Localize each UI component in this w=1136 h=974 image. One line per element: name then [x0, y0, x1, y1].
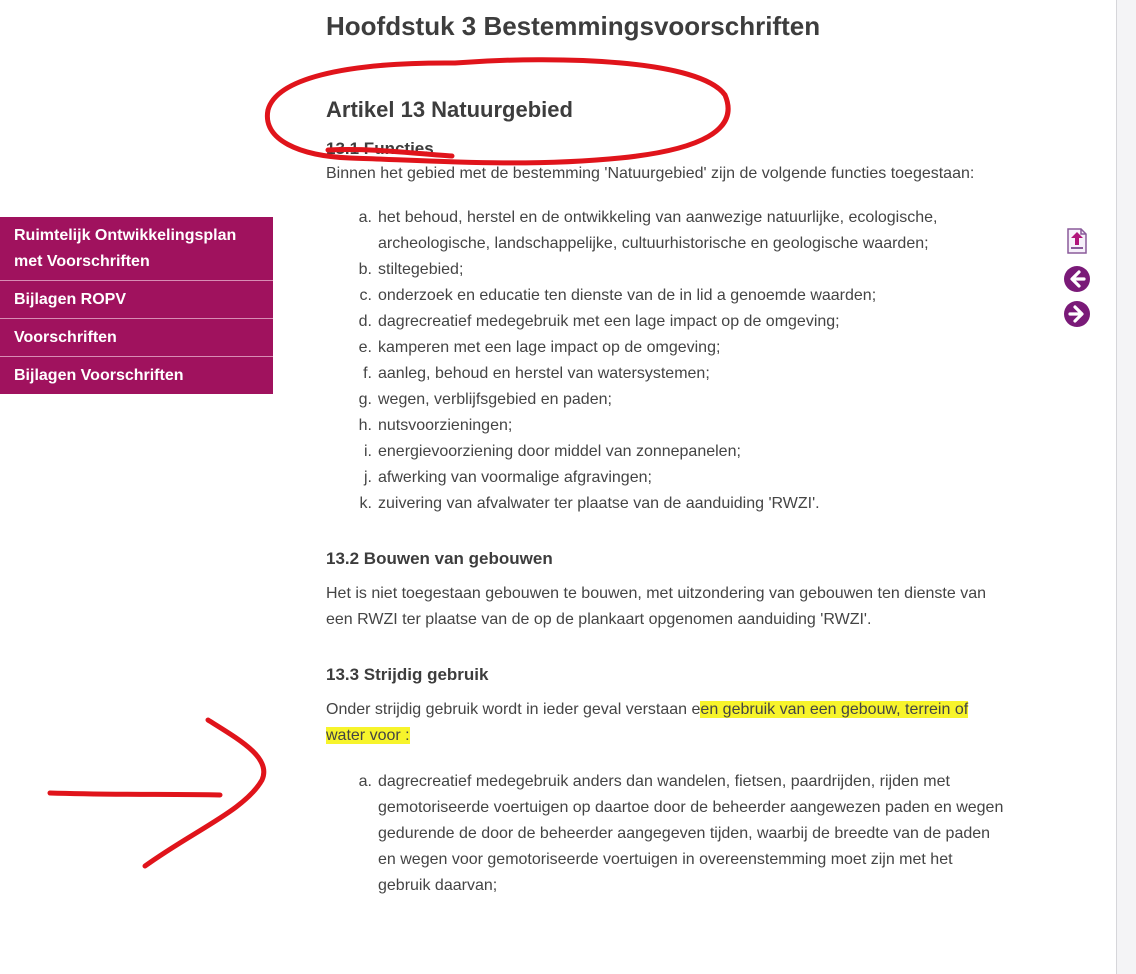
- arrow-shaft-annotation: [50, 793, 220, 795]
- highlighted-text: en gebruik van een gebouw, terrein of water voor :: [326, 701, 969, 744]
- nav-item-ruimtelijk-ontwikkelingsplan[interactable]: Ruimtelijk Ontwikkelingsplan met Voorschriften: [0, 217, 273, 281]
- chapter-title: Hoofdstuk 3 Bestemmingsvoorschriften: [326, 11, 821, 41]
- nav-item-voorschriften[interactable]: Voorschriften: [0, 319, 273, 357]
- section-text-strijdig-gebruik: Onder strijdig gebruik wordt in ieder geval verstaan een gebruik van een gebouw, terrein of water voor :: [326, 701, 969, 744]
- section-intro-functies: Binnen het gebied met de bestemming 'Natuurgebied' zijn de volgende functies toegestaan:: [326, 165, 975, 182]
- list-item: e. kamperen met een lage impact op de omgeving;: [358, 339, 721, 356]
- document-content: [326, 0, 1006, 899]
- list-item: b. stiltegebied;: [358, 261, 464, 278]
- list-item: a. het behoud, herstel en de ontwikkeling van aanwezige natuurlijke, ecologische, archeologische, landschappelijke, cultuurhistorische en geologische waarden;: [358, 209, 938, 252]
- strijdig-gebruik-list: [326, 769, 1006, 899]
- list-item: h. nutsvoorzieningen;: [358, 417, 513, 434]
- functies-list: [326, 205, 1006, 517]
- list-item: j. afwerking van voormalige afgravingen;: [364, 469, 652, 486]
- previous-arrow-icon[interactable]: [1063, 265, 1091, 298]
- list-item: k. zuivering van afvalwater ter plaatse van de aanduiding 'RWZI'.: [359, 495, 820, 512]
- arrow-head-annotation: [145, 720, 264, 866]
- top-of-page-icon[interactable]: [1063, 226, 1091, 261]
- list-item: f. aanleg, behoud en herstel van watersystemen;: [363, 365, 710, 382]
- article-title: Artikel 13 Natuurgebied: [326, 97, 573, 122]
- next-arrow-icon[interactable]: [1063, 300, 1091, 333]
- side-navigation: [0, 217, 273, 394]
- list-item: c. onderzoek en educatie ten dienste van de in lid a genoemde waarden;: [359, 287, 877, 304]
- list-item: g. wegen, verblijfsgebied en paden;: [358, 391, 612, 408]
- section-title-bouwen: 13.2 Bouwen van gebouwen: [326, 549, 553, 568]
- list-item: d. dagrecreatief medegebruik met een lage impact op de omgeving;: [358, 313, 840, 330]
- section-title-strijdig-gebruik: 13.3 Strijdig gebruik: [326, 665, 489, 684]
- list-item: a. dagrecreatief medegebruik anders dan wandelen, fietsen, paardrijden, rijden met gemotoriseerde voertuigen op daartoe door de beheerder aangewezen paden en wegen gedurende de door de beheerder aangegeven tijden, waarbij de breedte van de paden en wegen voor gemotoriseerde voertuigen in overeenstemming moet zijn met het gebruik daarvan;: [358, 773, 1004, 894]
- nav-item-bijlagen-voorschriften[interactable]: Bijlagen Voorschriften: [14, 367, 184, 384]
- window-border: [1116, 0, 1136, 974]
- section-title-functies: 13.1 Functies: [326, 139, 434, 158]
- nav-item-bijlagen-ropv[interactable]: Bijlagen ROPV: [0, 281, 273, 319]
- section-text-bouwen: Het is niet toegestaan gebouwen te bouwen, met uitzondering van gebouwen ten dienste van een RWZI ter plaatse van de op de plankaart opgenomen aanduiding 'RWZI'.: [326, 585, 987, 628]
- list-item: i. energievoorziening door middel van zonnepanelen;: [364, 443, 741, 460]
